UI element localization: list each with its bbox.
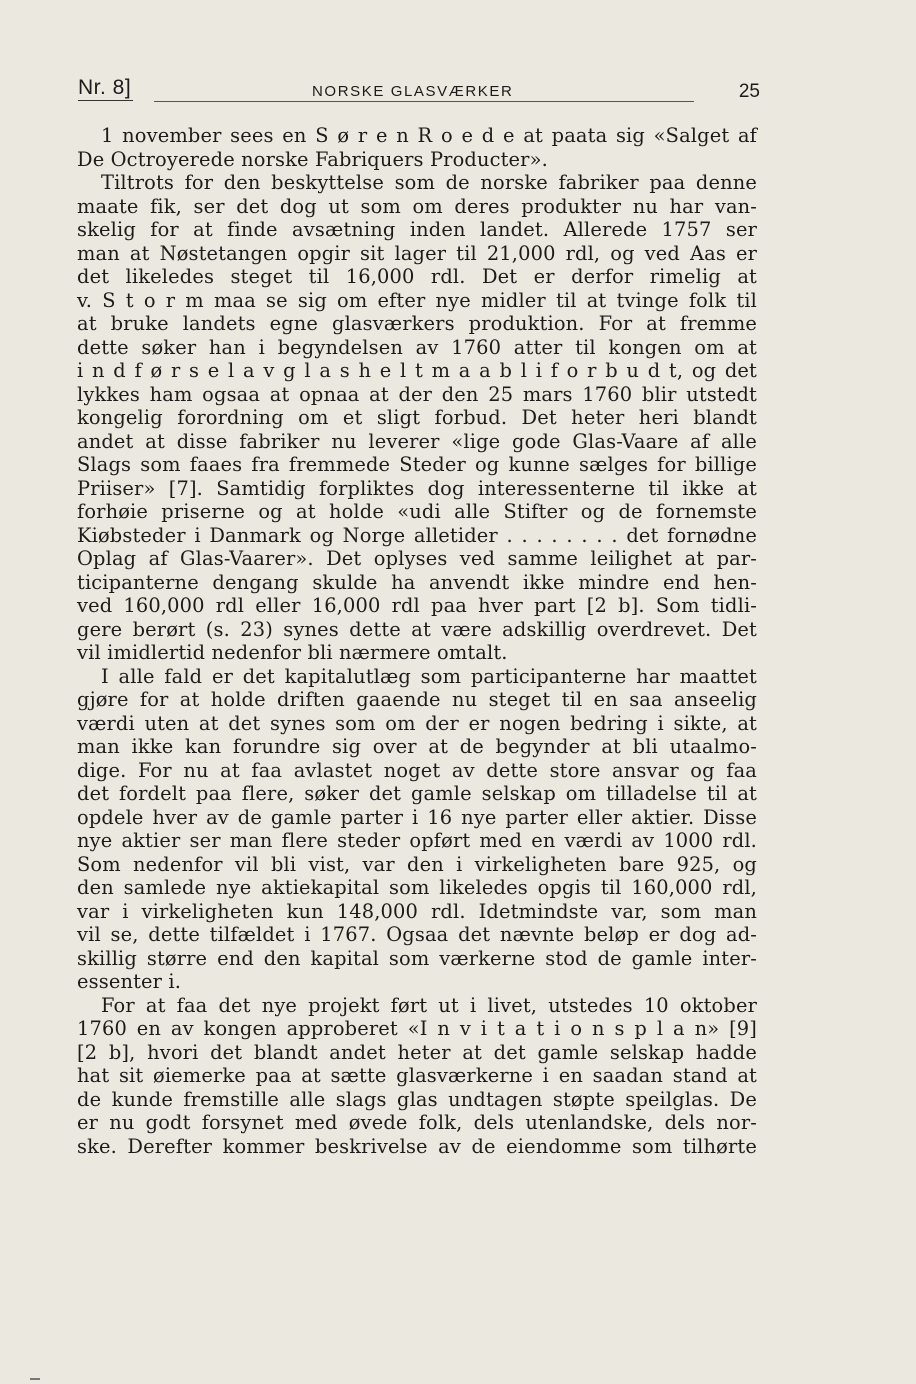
text-line: ske. Derefter kommer beskrivelse av de eiendomme som tilhørte (77, 1134, 757, 1158)
text-line: det fordelt paa flere, søker det gamle selskap om tilladelse til at (77, 782, 757, 805)
text-line: vil imidlertid nedenfor bli nærmere omtalt. (77, 641, 508, 664)
text-line: skelig for at finde avsætning inden landet. Allerede 1757 ser (77, 218, 757, 241)
text-line: Tiltrots for den beskyttelse som de norske fabriker paa denne (101, 171, 757, 194)
text-line: at bruke landets egne glasværkers produktion. For at fremme (77, 312, 757, 335)
text-line: 1760 en av kongen approberet «I n v i t a t i o n s p l a n» [9] (77, 1017, 757, 1040)
text-line: i n d f ø r s e l a v g l a s h e l t m a a b l i f o r b u d t, og det (77, 359, 757, 382)
text-line: ved 160,000 rdl eller 16,000 rdl paa hver part [2 b]. Som tidli- (77, 594, 757, 617)
text-line: dige. For nu at faa avlastet noget av dette store ansvar og faa (77, 758, 757, 782)
text-line: det likeledes steget til 16,000 rdl. Det er derfor rimelig at (77, 265, 757, 288)
text-line: lykkes ham ogsaa at opnaa at der den 25 mars 1760 blir utstedt (77, 382, 757, 406)
text-line: De Octroyerede norske Fabriquers Producter». (77, 147, 548, 171)
page-number: 25 (738, 81, 760, 102)
text-line: gere berørt (s. 23) synes dette at være adskillig overdrevet. Det (77, 617, 757, 641)
text-line: ticipanterne dengang skulde ha anvendt ikke mindre end hen- (77, 570, 757, 594)
text-line: var i virkeligheten kun 148,000 rdl. Idetmindste var, som man (77, 899, 757, 923)
text-line: I alle fald er det kapitalutlæg som participanterne har maattet (101, 664, 757, 688)
header-rule (154, 101, 694, 102)
text-line: vil se, dette tilfældet i 1767. Ogsaa det nævnte beløp er dog ad- (77, 923, 757, 946)
text-line: forhøie priserne og at holde «udi alle Stifter og de fornemste (77, 500, 757, 523)
text-line: hat sit øiemerke paa at sætte glasværkerne i en saadan stand at (77, 1064, 757, 1087)
text-line: nye aktier ser man flere steder opført med en værdi av 1000 rdl. (77, 829, 757, 852)
text-line: [2 b], hvori det blandt andet heter at det gamle selskap hadde (77, 1040, 757, 1064)
text-line: maate fik, ser det dog ut som om deres produkter nu har van- (77, 194, 757, 218)
text-line: Slags som faaes fra fremmede Steder og kunne sælges for billige (77, 453, 757, 476)
text-line: 1 november sees en S ø r e n R o e d e at paata sig «Salget af (101, 124, 757, 147)
text-line: v. S t o r m maa se sig om efter nye midler til at tvinge folk til (77, 288, 757, 312)
text-line: de kunde fremstille alle slags glas undtagen støpte speilglas. De (77, 1087, 757, 1111)
text-line: skillig større end den kapital som værkerne stod de gamle inter- (77, 946, 757, 970)
text-line: dette søker han i begyndelsen av 1760 atter til kongen om at (77, 335, 757, 359)
body-text (77, 124, 757, 1158)
text-line: man at Nøstetangen opgir sit lager til 21,000 rdl, og ved Aas er (77, 241, 757, 265)
text-line: For at faa det nye projekt ført ut i livet, utstedes 10 oktober (101, 993, 757, 1017)
text-line: andet at disse fabriker nu leverer «lige gode Glas-Vaare af alle (77, 429, 757, 453)
text-line: opdele hver av de gamle parter i 16 nye parter eller aktier. Disse (77, 805, 757, 829)
text-line: Kiøbsteder i Danmark og Norge alletider . . . . . . . . det fornødne (77, 523, 757, 547)
text-line: Som nedenfor vil bli vist, var den i virkeligheten bare 925, og (77, 852, 757, 876)
text-line: essenter i. (77, 970, 182, 993)
page-corner-mark (0, 1330, 40, 1384)
text-line: er nu godt forsynet med øvede folk, dels utenlandske, dels nor- (77, 1111, 757, 1134)
text-line: Oplag af Glas-Vaarer». Det oplyses ved samme leilighet at par- (77, 547, 757, 570)
text-line: kongelig forordning om et sligt forbud. Det heter heri blandt (77, 406, 757, 429)
text-line: den samlede nye aktiekapital som likeledes opgis til 160,000 rdl, (77, 876, 757, 899)
running-title: NORSKE GLASVÆRKER (312, 83, 514, 100)
text-line: man ikke kan forundre sig over at de begynder at bli utaalmo- (77, 735, 757, 758)
running-header (78, 76, 760, 106)
text-line: Priiser» [7]. Samtidig forpliktes dog interessenterne til ikke at (77, 476, 757, 500)
chapter-number: Nr. 8] (78, 76, 132, 99)
text-line: værdi uten at det synes som om der er nogen bedring i sikte, at (77, 711, 757, 735)
text-line: gjøre for at holde driften gaaende nu steget til en saa anseelig (77, 688, 757, 711)
